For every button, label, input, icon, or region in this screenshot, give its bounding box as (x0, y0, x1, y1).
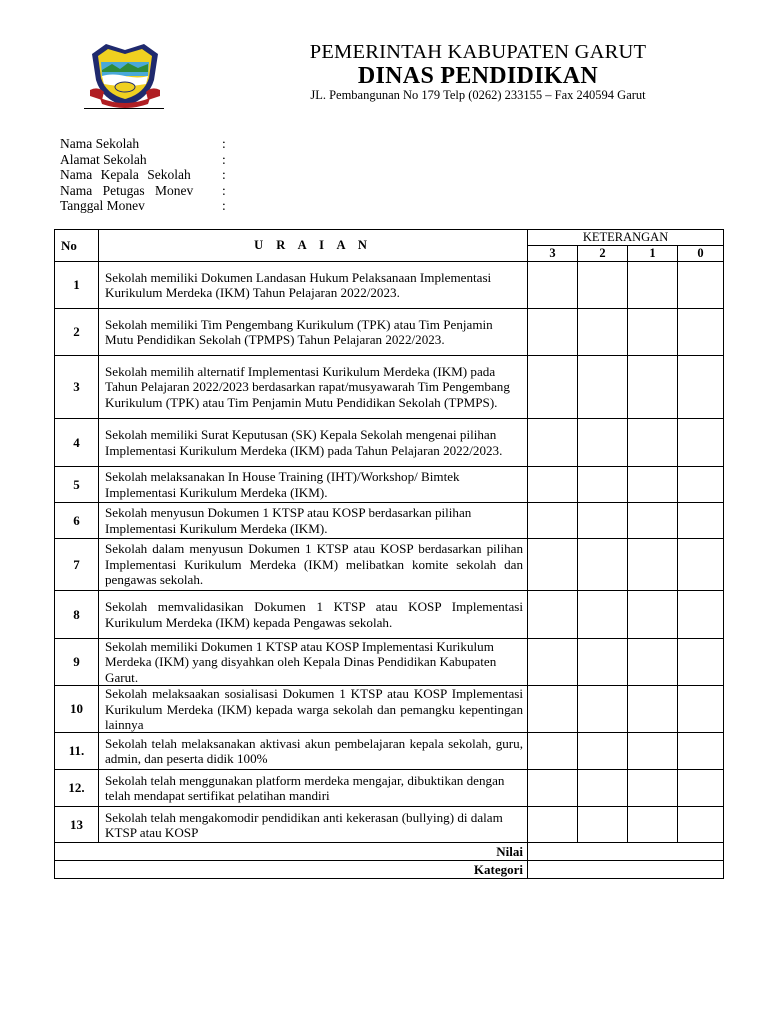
score-cell-0[interactable] (678, 770, 724, 807)
identity-row-school-address (60, 152, 232, 168)
score-cell-3[interactable] (528, 686, 578, 733)
table-row (55, 356, 724, 419)
header-agency: DINAS PENDIDIKAN (357, 63, 599, 89)
row-uraian: Sekolah memiliki Dokumen 1 KTSP atau KOSP Implementasi Kurikulum Merdeka (IKM) yang disyahkan oleh Kepala Dinas Pendidikan Kabupaten Garut. (99, 639, 528, 686)
row-uraian: Sekolah telah menggunakan platform merdeka mengajar, dibuktikan dengan telah mendapat sertifikat pelatihan mandiri (99, 770, 528, 807)
row-uraian: Sekolah memiliki Tim Pengembang Kurikulum (TPK) atau Tim Penjamin Mutu Pendidikan Sekolah (TPMPS) Tahun Pelajaran 2022/2023. (99, 309, 528, 356)
row-number: 1 (55, 262, 99, 309)
score-cell-1[interactable] (628, 467, 678, 503)
table-row (55, 591, 724, 639)
kategori-value-cell[interactable] (528, 861, 724, 879)
score-cell-0[interactable] (678, 807, 724, 843)
score-cell-1[interactable] (628, 262, 678, 309)
score-cell-3[interactable] (528, 467, 578, 503)
score-cell-0[interactable] (678, 309, 724, 356)
score-cell-2[interactable] (578, 770, 628, 807)
score-cell-2[interactable] (578, 262, 628, 309)
score-header-0: 0 (678, 246, 724, 262)
identity-label: Nama Kepala Sekolah (60, 167, 191, 183)
column-header-uraian: U R A I A N (99, 230, 528, 262)
row-number: 10 (55, 686, 99, 733)
score-cell-0[interactable] (678, 639, 724, 686)
score-cell-1[interactable] (628, 503, 678, 539)
row-uraian: Sekolah telah mengakomodir pendidikan anti kekerasan (bullying) di dalam KTSP atau KOSP (99, 807, 528, 843)
row-number: 9 (55, 639, 99, 686)
score-cell-0[interactable] (678, 356, 724, 419)
table-row (55, 639, 724, 686)
header-address: JL. Pembangunan No 179 Telp (0262) 233155 – Fax 240594 Garut (310, 88, 646, 102)
row-number: 11. (55, 733, 99, 770)
row-number: 13 (55, 807, 99, 843)
row-number: 8 (55, 591, 99, 639)
row-uraian: Sekolah memiliki Dokumen Landasan Hukum Pelaksanaan Implementasi Kurikulum Merdeka (IKM) Tahun Pelajaran 2022/2023. (99, 262, 528, 309)
score-cell-0[interactable] (678, 686, 724, 733)
row-number: 4 (55, 419, 99, 467)
identity-colon: : (222, 136, 226, 151)
table-row (55, 770, 724, 807)
score-cell-1[interactable] (628, 419, 678, 467)
row-number: 6 (55, 503, 99, 539)
score-cell-3[interactable] (528, 503, 578, 539)
identity-row-officer (60, 183, 232, 199)
score-header-1: 1 (628, 246, 678, 262)
identity-colon: : (222, 151, 226, 167)
score-cell-2[interactable] (578, 309, 628, 356)
score-cell-1[interactable] (628, 356, 678, 419)
table-row (55, 309, 724, 356)
column-header-keterangan: KETERANGAN (528, 230, 724, 246)
identity-label: Nama Sekolah (60, 136, 140, 151)
score-cell-2[interactable] (578, 539, 628, 591)
score-cell-3[interactable] (528, 770, 578, 807)
score-header-3: 3 (528, 246, 578, 262)
score-cell-1[interactable] (628, 807, 678, 843)
table-row (55, 686, 724, 733)
score-cell-3[interactable] (528, 733, 578, 770)
table-row (55, 539, 724, 591)
monev-checklist-table (54, 229, 724, 879)
score-cell-0[interactable] (678, 467, 724, 503)
row-uraian: Sekolah menyusun Dokumen 1 KTSP atau KOSP berdasarkan pilihan Implementasi Kurikulum Merdeka (IKM). (99, 503, 528, 539)
table-row (55, 733, 724, 770)
score-cell-1[interactable] (628, 309, 678, 356)
row-uraian: Sekolah melaksanakan In House Training (IHT)/Workshop/ Bimtek Implementasi Kurikulum Merdeka (IKM). (99, 467, 528, 503)
table-row (55, 467, 724, 503)
table-row (55, 262, 724, 309)
score-cell-0[interactable] (678, 539, 724, 591)
row-uraian: Sekolah dalam menyusun Dokumen 1 KTSP atau KOSP berdasarkan pilihan Implementasi Kurikulum Merdeka (IKM) melibatkan komite sekolah dan pengawas sekolah. (99, 539, 528, 591)
row-uraian: Sekolah memilih alternatif Implementasi Kurikulum Merdeka (IKM) pada Tahun Pelajaran 2022/2023 berdasarkan rapat/musyawarah Tim Pengembang Kurikulum (TPK) atau Tim Penjamin Mutu Pendidikan Sekolah (TPMPS). (99, 356, 528, 419)
school-identity-block (60, 136, 232, 214)
row-number: 2 (55, 309, 99, 356)
table-row (55, 807, 724, 843)
identity-row-date (60, 198, 232, 214)
row-number: 7 (55, 539, 99, 591)
table-header-row (55, 230, 724, 246)
score-cell-0[interactable] (678, 591, 724, 639)
score-cell-2[interactable] (578, 591, 628, 639)
header-government: PEMERINTAH KABUPATEN GARUT (309, 41, 647, 63)
kategori-label: Kategori (55, 861, 528, 879)
score-cell-0[interactable] (678, 503, 724, 539)
score-cell-3[interactable] (528, 309, 578, 356)
row-uraian: Sekolah melaksaakan sosialisasi Dokumen 1 KTSP atau KOSP Implementasi Kurikulum Merdeka (IKM) kepada warga sekolah dan pemangku kepentingan lainnya (99, 686, 528, 733)
score-header-2: 2 (578, 246, 628, 262)
row-uraian: Sekolah memvalidasikan Dokumen 1 KTSP atau KOSP Implementasi Kurikulum Merdeka (IKM) kepada Pengawas sekolah. (99, 591, 528, 639)
identity-row-school-name (60, 136, 232, 152)
score-cell-2[interactable] (578, 639, 628, 686)
table-row (55, 503, 724, 539)
row-number: 5 (55, 467, 99, 503)
score-cell-0[interactable] (678, 419, 724, 467)
identity-colon: : (222, 198, 226, 214)
identity-label: Nama Petugas Monev (60, 182, 194, 198)
identity-colon: : (222, 167, 226, 183)
score-cell-2[interactable] (578, 503, 628, 539)
score-cell-0[interactable] (678, 733, 724, 770)
score-cell-1[interactable] (628, 770, 678, 807)
score-cell-3[interactable] (528, 639, 578, 686)
score-cell-1[interactable] (628, 733, 678, 770)
identity-label: Tanggal Monev (60, 198, 145, 214)
identity-label: Alamat Sekolah (60, 151, 147, 167)
score-cell-0[interactable] (678, 262, 724, 309)
row-uraian: Sekolah telah melaksanakan aktivasi akun pembelajaran kepala sekolah, guru, admin, dan peserta didik 100% (99, 733, 528, 770)
score-cell-3[interactable] (528, 807, 578, 843)
row-uraian: Sekolah memiliki Surat Keputusan (SK) Kepala Sekolah mengenai pilihan Implementasi Kurikulum Merdeka (IKM) pada Tahun Pelajaran 2022/2023. (99, 419, 528, 467)
score-cell-1[interactable] (628, 539, 678, 591)
row-number: 12. (55, 770, 99, 807)
header-rule (84, 108, 164, 109)
score-cell-3[interactable] (528, 262, 578, 309)
identity-colon: : (222, 182, 226, 198)
score-cell-1[interactable] (628, 639, 678, 686)
score-cell-2[interactable] (578, 733, 628, 770)
score-cell-2[interactable] (578, 419, 628, 467)
nilai-value-cell[interactable] (528, 843, 724, 861)
garut-regency-emblem-icon (88, 40, 162, 110)
column-header-no: No (55, 230, 99, 262)
kategori-row (55, 861, 724, 879)
score-cell-2[interactable] (578, 356, 628, 419)
score-cell-3[interactable] (528, 419, 578, 467)
nilai-row (55, 843, 724, 861)
identity-row-principal (60, 167, 232, 183)
score-cell-2[interactable] (578, 686, 628, 733)
score-cell-3[interactable] (528, 539, 578, 591)
score-cell-3[interactable] (528, 591, 578, 639)
score-cell-1[interactable] (628, 591, 678, 639)
score-cell-1[interactable] (628, 686, 678, 733)
nilai-label: Nilai (55, 843, 528, 861)
row-number: 3 (55, 356, 99, 419)
score-cell-3[interactable] (528, 356, 578, 419)
score-cell-2[interactable] (578, 807, 628, 843)
score-cell-2[interactable] (578, 467, 628, 503)
table-row (55, 419, 724, 467)
